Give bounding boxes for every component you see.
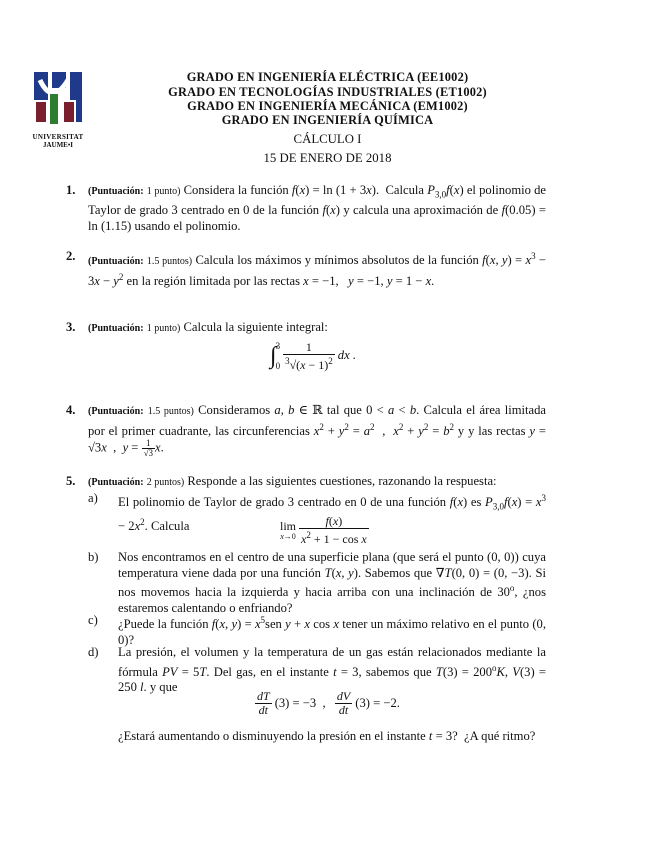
score-label: (Puntuación: <box>88 477 144 488</box>
q5-intro: Responde a las siguientes cuestiones, razonando la respuesta: <box>187 474 497 488</box>
q5d-text-f: ¿A qué ritmo? <box>464 729 536 743</box>
logo-text-2: JAUME•I <box>42 140 74 149</box>
q1-text-a: Considera la función <box>183 183 289 197</box>
q5c-text-b: tener un máximo relativo en el punto (0, 0)? <box>118 617 546 647</box>
q5a-limit: lim x→0 $\frac{f(x)}{x^2 + 1 - \cos x}$ <box>280 514 367 546</box>
logo-text-1: UNIVERSITAT <box>32 132 84 141</box>
score-label: (Puntuación: <box>88 406 144 417</box>
score-label: (Puntuación: <box>88 256 144 268</box>
exam-date: 15 DE ENERO DE 2018 <box>263 151 392 165</box>
score-value: 1.5 puntos) <box>147 406 194 417</box>
q5b-text-c: Si nos movemos hacia la izquierda y hacia arriba con una inclinación de <box>118 565 546 600</box>
question-2: 2. (Puntuación: 1.5 puntos) Calcula los máximos y mínimos absolutos de la función f(x, $y) = x^3 - 3x - y^2$ en la región limitada por las rectas x = −1, y = −1, y = 1 − x. <box>66 249 547 288</box>
question-number: 1. <box>66 183 76 197</box>
item-label: b) <box>88 550 99 564</box>
q1-text-e: usando el polinomio. <box>134 218 241 233</box>
q2-text-b: en la región limitada por las rectas <box>126 273 300 288</box>
degree-line-1: GRADO EN INGENIERÍA ELÉCTRICA (EE1002) <box>186 70 469 84</box>
q5b-text-a: Nos encontramos en el centro de una superficie plana (que será el punto (0, 0)) cuya temperatura viene dada por una función <box>118 550 546 580</box>
q5-item-d: d) La presión, el volumen y la temperatura de un gas están relacionados mediante la fórmula PV = 5T. Del gas, en el instante t = 3, sabemos que $T(3) = 200^oK$, V(3) = 250 l. y que <box>88 645 546 695</box>
score-value: 1 punto) <box>146 323 181 334</box>
subject-title: CÁLCULO I <box>293 132 362 146</box>
q1-text-c: el polinomio de Taylor de grado 3 centrado en 0 de la función <box>88 183 546 218</box>
q5b-text-b: Sabemos que <box>364 565 433 580</box>
q1-text-d: y calcula una aproximación de <box>343 203 499 218</box>
question-4: 4. (Puntuación: 1.5 puntos) Consideramos a, b ∈ ℝ tal que 0 < a < b. Calcula el área limitada por el primer cuadrante, las circunferencias $x^2 + y^2 = a^2$ , $x^2 + y^2 = b^2$ y y las rectas y = √3x , y = $\frac{1}{√3}$ x. <box>66 403 547 459</box>
score-value: 1.5 puntos) <box>146 256 193 268</box>
q4-text-c: Calcula el área limitada por el primer cuadrante, las circunferencias <box>88 403 547 438</box>
q5c-text-a: ¿Puede la función <box>118 617 209 632</box>
score-label: (Puntuación: <box>88 323 144 334</box>
q5d-text-d: y que <box>149 680 178 695</box>
item-label: d) <box>88 645 99 659</box>
q5d-derivatives: $\frac{dT}{dt}$ (3) = −3 , $\frac{dV}{dt}$ (3) = −2. <box>257 689 400 717</box>
q3-text-a: Calcula la siguiente integral: <box>183 320 328 334</box>
q5-item-a: a) El polinomio de Taylor de grado 3 centrado en 0 de una función f(x) es $P_{3,0}f(x) = x^3 - 2x^2$. Calcula <box>88 491 546 534</box>
degree-line-2: GRADO EN TECNOLOGÍAS INDUSTRIALES (ET1002) <box>168 85 487 99</box>
degree-line-4: GRADO EN INGENIERÍA QUÍMICA <box>221 113 434 127</box>
q5-item-c: c) ¿Puede la función f(x, $y) = x^5sen$ y + x cos x tener un máximo relativo en el punto (0, 0)? <box>88 613 546 647</box>
question-number: 5. <box>66 474 76 488</box>
q5d-text-c: sabemos que <box>365 664 432 679</box>
question-number: 3. <box>66 320 76 334</box>
q5d-question: ¿Estará aumentando o disminuyendo la presión en el instante t = 3? ¿A qué ritmo? <box>118 729 536 743</box>
question-1: 1. (Puntuación: 1 punto) Considera la función f(x) = ln (1 + 3x). Calcula $P_{3,0}f(x)$ el polinomio de Taylor de grado 3 centrado en 0 de la función f(x) y calcula una aproximación de f(0.05) = ln (1.15) usando el polinomio. <box>66 183 547 233</box>
q5b-text-d: ¿nos estaremos calentando o enfriando? <box>118 585 546 615</box>
q5d-text-a: La presión, el volumen y la temperatura de un gas están relacionados mediante la fórmula <box>118 645 546 679</box>
score-value: 1 punto) <box>146 186 181 197</box>
q4-text-d: y las rectas <box>468 423 526 438</box>
question-3 <box>66 320 546 337</box>
item-label: c) <box>88 613 98 627</box>
item-label: a) <box>88 491 98 505</box>
q4-text-b: tal que <box>326 403 362 417</box>
q1-text-b: Calcula <box>385 183 424 197</box>
q4-text-a: Consideramos <box>198 403 271 417</box>
q3-integral: ∫ 3 0 $\frac{1}{^3√(x - 1)^2}$ dx . <box>270 339 356 372</box>
q2-text-a: Calcula los máximos y mínimos absolutos de la función <box>195 253 479 268</box>
score-value: 2 puntos) <box>146 477 185 488</box>
question-5 <box>66 474 546 491</box>
q5-item-b: b) Nos encontramos en el centro de una superficie plana (que será el punto (0, 0)) cuya temperatura viene dada por una función T(x, y). Sabemos que ∇T(0, 0) = (0, −3). Si nos movemos hacia la izquierda y hacia arriba con una inclinación de 30$^o$, ¿nos estaremos calentando o enfriando? <box>88 550 546 615</box>
question-number: 2. <box>66 249 76 263</box>
q5a-text-c: Calcula <box>150 519 190 534</box>
score-label: (Puntuación: <box>88 186 144 197</box>
q5a-text-b: es <box>470 495 482 510</box>
q5a-text-a: El polinomio de Taylor de grado 3 centrado en 0 de una función <box>118 495 447 510</box>
q5d-text-b: Del gas, en el instante <box>213 664 329 679</box>
degree-line-3: GRADO EN INGENIERÍA MECÁNICA (EM1002) <box>187 99 468 113</box>
q5d-text-e: ¿Estará aumentando o disminuyendo la presión en el instante <box>118 729 426 743</box>
question-number: 4. <box>66 403 76 417</box>
